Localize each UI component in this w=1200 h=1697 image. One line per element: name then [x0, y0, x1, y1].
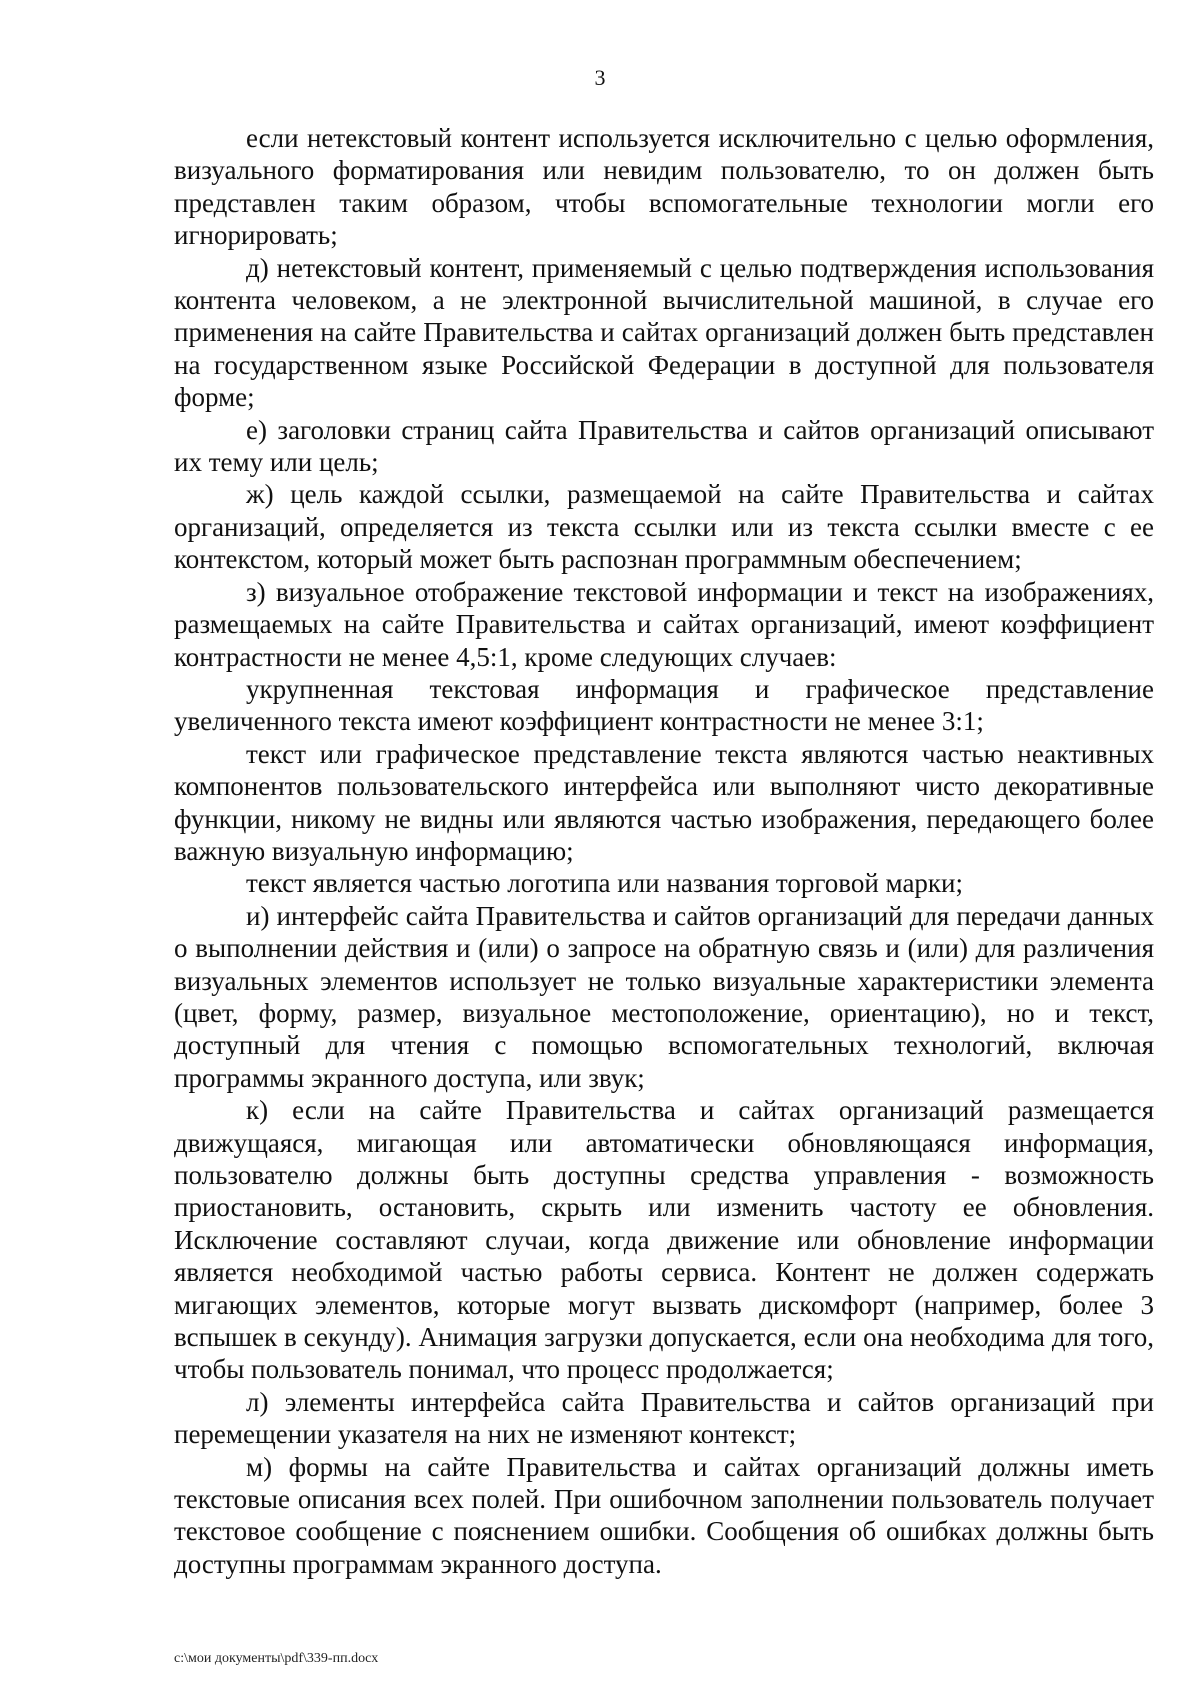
paragraph-nontext-decorative: если нетекстовый контент используется исключительно с целью оформления, визуального форматирования или невидим пользователю, то он должен быть представлен таким образом, чтобы вспомогательные технологии могли его игнорировать; — [174, 123, 1154, 251]
paragraph-logotype: текст является частью логотипа или названия торговой марки; — [246, 868, 963, 899]
paragraph-inactive-components: текст или графическое представление текста являются частью неактивных компонентов пользовательского интерфейса или выполняют чисто декоративные функции, никому не видны или являются частью изображения, передающего более важную визуальную информацию; — [174, 738, 1154, 866]
paragraph-e-page-titles: е) заголовки страниц сайта Правительства и сайтов организаций описывают их тему или цель; — [174, 414, 1154, 478]
document-body — [174, 122, 1154, 1580]
paragraph-large-text-contrast: укрупненная текстовая информация и графическое представление увеличенного текста имеют коэффициент контрастности не менее 3:1; — [174, 673, 1154, 737]
paragraph-d-captcha: д) нетекстовый контент, применяемый с целью подтверждения использования контента человеком, а не электронной вычислительной машиной, в случае его применения на сайте Правительства и сайтах организаций должен быть представлен на государственном языке Российской Федерации в доступной для пользователя форме; — [174, 252, 1154, 413]
paragraph-l-hover-context: л) элементы интерфейса сайта Правительства и сайтов организаций при перемещении указателя на них не изменяют контекст; — [174, 1386, 1154, 1450]
paragraph-k-moving-content: к) если на сайте Правительства и сайтах организаций размещается движущаяся, мигающая или автоматически обновляющаяся информация, пользователю должны быть доступны средства управления - возможность приостановить, остановить, скрыть или изменить частоту ее обновления. Исключение составляют случаи, когда движение или обновление информации является необходимой частью работы сервиса. Контент не должен содержать мигающих элементов, которые могут вызвать дискомфорт (например, более 3 вспышек в секунду). Анимация загрузки допускается, если она необходима для того, чтобы пользователь понимал, что процесс продолжается; — [174, 1095, 1154, 1385]
paragraph-i-interface-feedback: и) интерфейс сайта Правительства и сайтов организаций для передачи данных о выполнении действия и (или) о запросе на обратную связь и (или) для различения визуальных элементов использует не только визуальные характеристики элемента (цвет, форму, размер, визуальное местоположение, ориентацию), но и текст, доступный для чтения с помощью вспомогательных технологий, включая программы экранного доступа, или звук; — [174, 900, 1154, 1093]
paragraph-m-form-labels: м) формы на сайте Правительства и сайтах организаций должны иметь текстовые описания всех полей. При ошибочном заполнении пользователь получает текстовое сообщение с пояснением ошибки. Сообщения об ошибках должны быть доступны программам экранного доступа. — [174, 1451, 1154, 1579]
page-number: 3 — [594, 65, 606, 90]
paragraph-z-contrast: з) визуальное отображение текстовой информации и текст на изображениях, размещаемых на сайте Правительства и сайтах организаций, имеют коэффициент контрастности не менее 4,5:1, кроме следующих случаев: — [174, 576, 1154, 672]
footer-file-path: c:\мои документы\pdf\339-пп.docx — [174, 1651, 379, 1666]
paragraph-zh-link-purpose: ж) цель каждой ссылки, размещаемой на сайте Правительства и сайтах организаций, определяется из текста ссылки или из текста ссылки вместе с ее контекстом, который может быть распознан программным обеспечением; — [174, 479, 1154, 575]
